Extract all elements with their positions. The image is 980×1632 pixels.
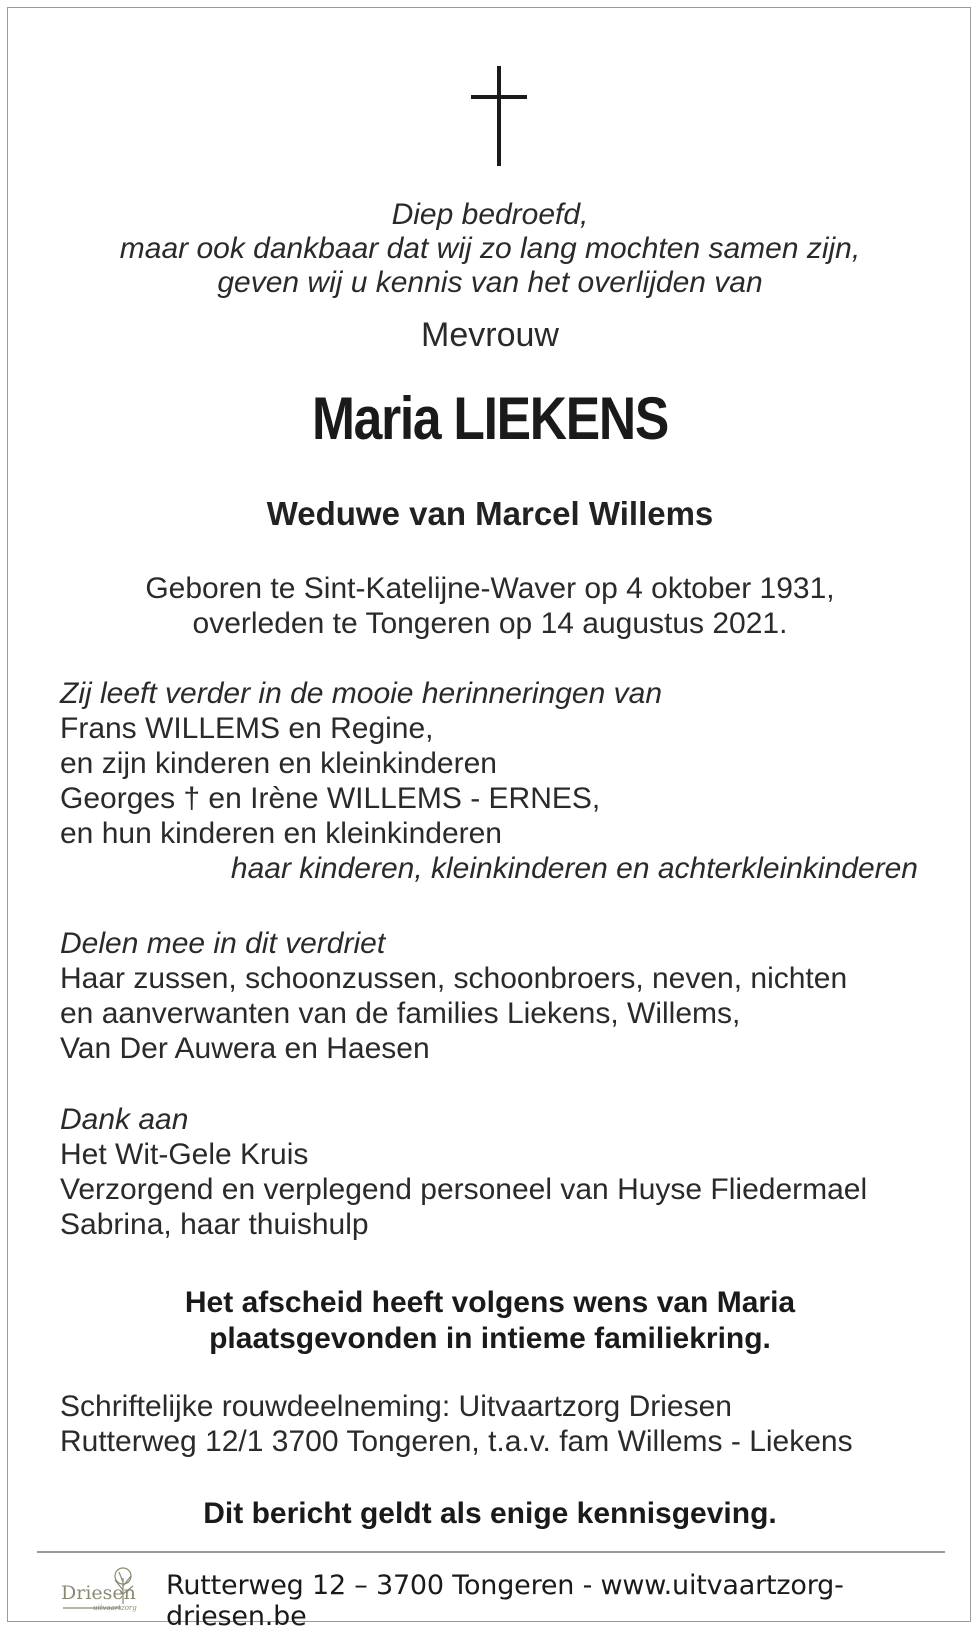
obituary-card xyxy=(7,7,971,1632)
sharing-line: en aanverwanten van de families Liekens, Willems, xyxy=(60,997,741,1030)
thanks-heading: Dank aan xyxy=(60,1103,189,1136)
driesen-logo xyxy=(61,1564,147,1620)
farewell-text xyxy=(8,1285,972,1357)
intro-line: Diep bedroefd, xyxy=(391,198,589,231)
memories-line: en zijn kinderen en kleinkinderen xyxy=(60,747,497,780)
condolence-section xyxy=(60,1389,940,1459)
logo-wordmark: Driesen xyxy=(61,1582,136,1604)
memories-line: Georges † en Irène WILLEMS - ERNES, xyxy=(60,782,601,815)
salutation: Mevrouw xyxy=(421,316,559,354)
thanks-section xyxy=(60,1102,940,1242)
memories-line: Frans WILLEMS en Regine, xyxy=(60,712,434,745)
memories-line: en hun kinderen en kleinkinderen xyxy=(60,817,502,850)
sharing-line: Van Der Auwera en Haesen xyxy=(60,1032,430,1065)
memories-section xyxy=(60,676,940,886)
birth-death-info xyxy=(8,571,972,641)
thanks-line: Sabrina, haar thuishulp xyxy=(60,1208,369,1241)
widow-of: Weduwe van Marcel Willems xyxy=(266,495,714,532)
farewell-line: Het afscheid heeft volgens wens van Maria xyxy=(184,1286,796,1319)
intro-text xyxy=(8,198,972,300)
thanks-line: Het Wit-Gele Kruis xyxy=(60,1138,309,1171)
footer-address: Rutterweg 12 – 3700 Tongeren - www.uitvaartzorg-driesen.be xyxy=(166,1570,844,1632)
condolence-line: Schriftelijke rouwdeelneming: Uitvaartzorg Driesen xyxy=(60,1390,732,1423)
sharing-heading: Delen mee in dit verdriet xyxy=(60,927,386,960)
memories-closing: haar kinderen, kleinkinderen en achterkleinkinderen xyxy=(230,852,918,885)
birth-line: Geboren te Sint-Katelijne-Waver op 4 oktober 1931, xyxy=(145,572,835,605)
memories-heading: Zij leeft verder in de mooie herinneringen van xyxy=(60,677,663,710)
deceased-name: Maria LIEKENS xyxy=(311,385,668,452)
sharing-line: Haar zussen, schoonzussen, schoonbroers, neven, nichten xyxy=(60,962,848,995)
notice-text: Dit bericht geldt als enige kennisgeving. xyxy=(203,1497,777,1530)
intro-line: maar ook dankbaar dat wij zo lang mochten samen zijn, xyxy=(119,232,861,265)
thanks-line: Verzorgend en verplegend personeel van Huyse Fliedermael xyxy=(60,1173,868,1206)
intro-line: geven wij u kennis van het overlijden van xyxy=(217,266,763,299)
sharing-section xyxy=(60,926,940,1066)
death-line: overleden te Tongeren op 14 augustus 2021. xyxy=(192,607,788,640)
cross-icon xyxy=(471,66,527,166)
logo-subtitle: uitvaartzorg xyxy=(93,1604,137,1612)
farewell-line: plaatsgevonden in intieme familiekring. xyxy=(209,1322,771,1355)
footer-divider xyxy=(37,1551,945,1553)
condolence-address: Rutterweg 12/1 3700 Tongeren, t.a.v. fam Willems - Liekens xyxy=(60,1425,853,1458)
